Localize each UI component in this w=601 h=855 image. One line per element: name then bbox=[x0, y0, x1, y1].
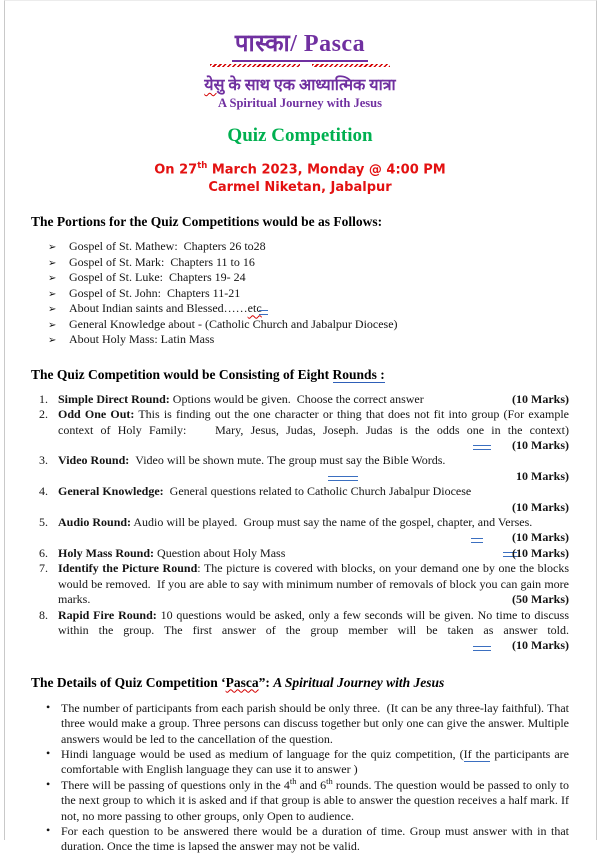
text-run: The number of participants from each parish should be only three. (It can be any three-lay faithful). That three would make a group. Three persons can discuss together but only one can give the answer. Multiple answers would be led to the cancellation of the question. bbox=[61, 700, 569, 746]
round-text bbox=[58, 453, 569, 468]
round-number: 3. bbox=[39, 453, 48, 468]
details-heading-text: The Details of Quiz Competition ‘ bbox=[31, 674, 226, 690]
subtitle-hindi-first-word: येसु bbox=[204, 77, 225, 94]
dot-bullet-icon: • bbox=[46, 745, 51, 760]
text-run: Hindi language would be used as medium of language for the quiz competition, ( bbox=[61, 746, 464, 761]
portions-list bbox=[31, 239, 569, 348]
arrow-bullet-icon: ➢ bbox=[48, 335, 57, 347]
text-run: Gospel of St. Mathew: Chapters 26 to28 bbox=[69, 239, 266, 254]
marks-value: (10 Marks) bbox=[512, 438, 569, 453]
subtitle-english: A Spiritual Journey with Jesus bbox=[218, 96, 382, 110]
quiz-round-item bbox=[31, 515, 569, 546]
squiggle-segment bbox=[312, 64, 390, 67]
document-header bbox=[31, 26, 569, 195]
rounds-heading-underlined: Rounds : bbox=[332, 366, 385, 382]
marks-line bbox=[58, 530, 569, 545]
text-run: General questions related to Catholic Church Jabalpur Diocese bbox=[163, 484, 472, 499]
grammar-mark-icon bbox=[473, 445, 491, 450]
date-ordinal: th bbox=[197, 161, 208, 171]
quiz-round-item bbox=[31, 608, 569, 654]
text-run: and 6 bbox=[296, 777, 327, 792]
dot-bullet-icon: • bbox=[46, 776, 51, 791]
arrow-bullet-icon: ➢ bbox=[48, 319, 57, 331]
marks-value: (50 Marks) bbox=[512, 592, 569, 607]
text-run: Identify the Picture Round bbox=[58, 561, 198, 576]
grammar-mark-icon bbox=[259, 310, 268, 315]
round-text bbox=[58, 515, 569, 530]
marks-line bbox=[58, 438, 569, 453]
marks-value: (10 Marks) bbox=[512, 638, 569, 653]
text-run: General Knowledge: bbox=[58, 484, 164, 499]
details-list-item bbox=[31, 824, 569, 855]
round-number: 7. bbox=[39, 561, 48, 576]
portions-list-item bbox=[31, 286, 569, 302]
arrow-bullet-icon: ➢ bbox=[48, 273, 57, 285]
marks-value: (10 Marks) bbox=[512, 391, 569, 406]
marks-value: (10 Marks) bbox=[512, 530, 569, 545]
page-title: पास्का/ Pasca bbox=[232, 26, 368, 62]
spellcheck-squiggle-icon bbox=[31, 64, 569, 67]
marks-value: 10 Marks) bbox=[516, 468, 569, 483]
quiz-round-item bbox=[31, 546, 569, 561]
round-text bbox=[58, 608, 569, 639]
marks-value: (10 Marks) bbox=[512, 499, 569, 514]
quiz-round-item bbox=[31, 561, 569, 607]
portions-list-item bbox=[31, 332, 569, 348]
marks-line bbox=[58, 469, 569, 484]
rounds-heading-text: The Quiz Competition would be Consisting of Eight bbox=[31, 366, 333, 382]
round-number: 5. bbox=[39, 515, 48, 530]
text-run: Holy Mass Round: bbox=[58, 545, 155, 560]
text-run: Options would be given. Choose the correct answer bbox=[169, 391, 424, 406]
text-run: For each question to be answered there would be a duration of time. Group must answer with in that duration. Once the time is lapsed the answer may not be valid. bbox=[61, 823, 569, 854]
marks-line bbox=[58, 638, 569, 653]
event-venue: Carmel Niketan, Jabalpur bbox=[208, 180, 392, 196]
round-text bbox=[58, 484, 569, 499]
round-number: 1. bbox=[39, 391, 48, 406]
text-run: Video Round: bbox=[58, 453, 130, 468]
marks-line bbox=[58, 500, 569, 515]
grammar-mark-icon bbox=[471, 538, 483, 543]
text-run: participants are comfortable with English language they can use it to answer ) bbox=[61, 746, 569, 777]
dot-bullet-icon: • bbox=[46, 699, 51, 714]
arrow-bullet-icon: ➢ bbox=[48, 242, 57, 254]
text-run: Video will be shown mute. The group must say the Bible Words. bbox=[129, 453, 446, 468]
rounds-list bbox=[31, 392, 569, 654]
text-run: Gospel of St. John: Chapters 11-21 bbox=[69, 285, 241, 300]
round-number: 4. bbox=[39, 484, 48, 499]
text-run: General Knowledge about - (Catholic Church and Jabalpur Diocese) bbox=[69, 316, 398, 331]
portions-list-item bbox=[31, 239, 569, 255]
title-row bbox=[31, 26, 569, 62]
round-number: 2. bbox=[39, 407, 48, 422]
event-title: Quiz Competition bbox=[227, 125, 373, 146]
details-list bbox=[31, 701, 569, 855]
marks-value: (10 Marks) bbox=[512, 545, 569, 560]
dot-bullet-icon: • bbox=[46, 822, 51, 837]
date-text: On 27 bbox=[154, 162, 198, 178]
event-datetime bbox=[31, 161, 569, 177]
text-run: 10 questions would be asked, only a few seconds will be given. No time to discuss within the group. The first answer of the group member will be taken as answer told. bbox=[58, 607, 569, 637]
text-run: rounds. The question would be passed to only to the next group to which it is asked and if that group is able to answer the question receives a half mark. If not, no more passing to other groups, only Open to audience. bbox=[61, 777, 570, 823]
text-run: Audio will be played. Group must say the name of the gospel, chapter, and Verses. bbox=[131, 515, 533, 530]
text-run: Audio Round: bbox=[58, 515, 132, 530]
text-run: th bbox=[326, 775, 333, 786]
details-heading-text: ”: bbox=[258, 674, 274, 690]
document-content bbox=[5, 1, 596, 855]
text-run: There will be passing of questions only in the 4 bbox=[61, 777, 290, 792]
arrow-bullet-icon: ➢ bbox=[48, 304, 57, 316]
text-run: If the bbox=[463, 746, 491, 761]
details-list-item bbox=[31, 701, 569, 747]
text-run: About Indian saints and Blessed…… bbox=[69, 301, 248, 316]
date-text: March 2023, Monday @ 4:00 PM bbox=[207, 162, 446, 178]
details-list-item bbox=[31, 775, 570, 824]
details-heading-pasca: Pasca bbox=[225, 674, 259, 690]
details-list-item bbox=[31, 747, 569, 778]
text-run: : The picture is covered with blocks, on your demand one by one the blocks would be removed. If you are able to say with minimum number of removals of block you can gain more marks. bbox=[58, 561, 569, 607]
quiz-round-item bbox=[31, 453, 569, 484]
arrow-bullet-icon: ➢ bbox=[48, 288, 57, 300]
text-run: th bbox=[289, 775, 297, 786]
text-run: Odd One Out: bbox=[58, 407, 135, 422]
squiggle-segment bbox=[210, 64, 300, 67]
text-run: About Holy Mass: Latin Mass bbox=[69, 332, 215, 347]
quiz-round-item bbox=[31, 407, 569, 453]
portions-heading: The Portions for the Quiz Competitions would be as Follows: bbox=[31, 214, 383, 230]
round-number: 6. bbox=[39, 545, 48, 560]
text-run: Gospel of St. Luke: Chapters 19- 24 bbox=[69, 270, 246, 285]
subtitle-hindi-rest: के साथ एक आध्यात्मिक यात्रा bbox=[224, 77, 396, 94]
portions-list-item bbox=[31, 270, 569, 286]
subtitle-hindi bbox=[31, 77, 569, 95]
portions-list-item bbox=[31, 301, 569, 317]
round-line bbox=[58, 546, 569, 561]
text-run: Simple Direct Round: bbox=[58, 391, 170, 406]
round-text bbox=[58, 561, 569, 607]
text-run: etc bbox=[247, 301, 262, 316]
details-heading bbox=[31, 675, 569, 691]
quiz-round-item bbox=[31, 392, 569, 407]
text-run: This is finding out the one character or thing that does not fit into group (For example context of Holy Family: Mary, Jesus, Judas, Joseph. Judas is the odds one in the context) bbox=[58, 407, 570, 437]
round-line bbox=[58, 392, 569, 407]
grammar-mark-icon bbox=[473, 646, 491, 651]
grammar-mark-icon bbox=[328, 476, 358, 481]
portions-list-item bbox=[31, 317, 569, 333]
text-run: Question about Holy Mass bbox=[154, 545, 286, 560]
text-run: Gospel of St. Mark: Chapters 11 to 16 bbox=[69, 254, 255, 269]
document-page bbox=[4, 0, 597, 854]
round-text bbox=[58, 407, 569, 438]
details-heading-subtitle: A Spiritual Journey with Jesus bbox=[273, 674, 445, 690]
arrow-bullet-icon: ➢ bbox=[48, 257, 57, 269]
rounds-heading bbox=[31, 367, 569, 383]
round-number: 8. bbox=[39, 607, 48, 622]
text-run: Rapid Fire Round: bbox=[58, 607, 157, 622]
quiz-round-item bbox=[31, 484, 569, 515]
portions-list-item bbox=[31, 255, 569, 271]
